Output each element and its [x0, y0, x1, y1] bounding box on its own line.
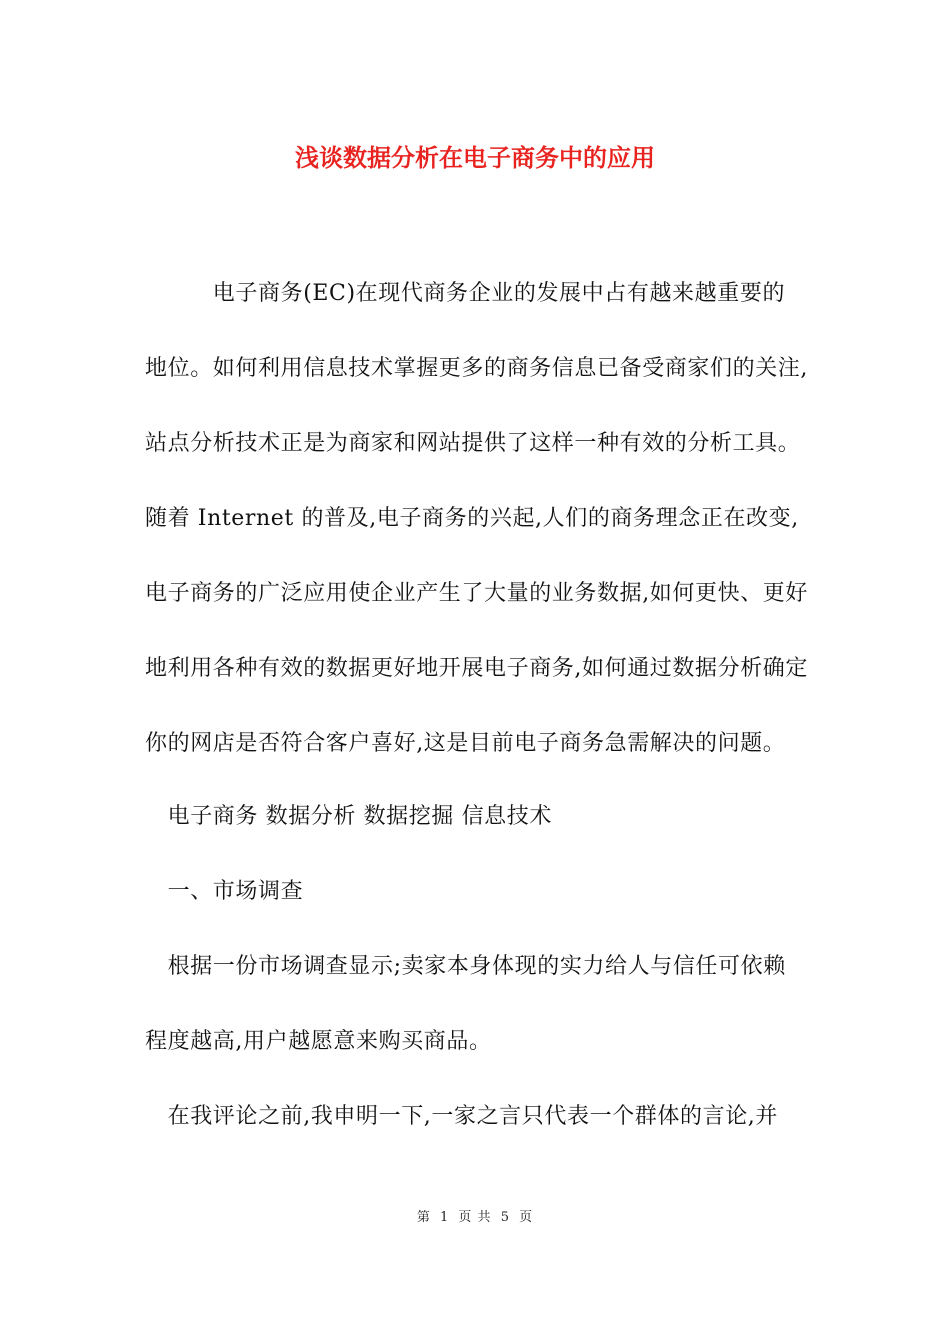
paragraph-line: 电子商务的广泛应用使企业产生了大量的业务数据,如何更快、更好 — [145, 581, 808, 606]
paragraph-line: 你的网店是否符合客户喜好,这是目前电子商务急需解决的问题。 — [145, 731, 786, 756]
paragraph-line: 程度越高,用户越愿意来购买商品。 — [145, 1029, 492, 1054]
page-footer — [0, 1206, 950, 1225]
paragraph-line: 地位。如何利用信息技术掌握更多的商务信息已备受商家们的关注, — [145, 356, 808, 381]
paragraph-line: 在我评论之前,我申明一下,一家之言只代表一个群体的言论,并 — [145, 1104, 778, 1129]
footer-suffix: 页 — [519, 1210, 534, 1225]
keywords-line: 电子商务 数据分析 数据挖掘 信息技术 — [145, 804, 552, 829]
footer-middle: 页 共 — [458, 1210, 492, 1225]
footer-total-pages: 5 — [500, 1210, 510, 1225]
paragraph-line: 根据一份市场调查显示;卖家本身体现的实力给人与信任可依赖 — [145, 954, 786, 979]
paragraph-line: 地利用各种有效的数据更好地开展电子商务,如何通过数据分析确定 — [145, 656, 808, 681]
section-heading: 一、市场调查 — [145, 879, 304, 904]
document-title: 浅谈数据分析在电子商务中的应用 — [295, 143, 655, 172]
paragraph-line: 电子商务(EC)在现代商务企业的发展中占有越来越重要的 — [145, 281, 786, 306]
footer-page-number: 1 — [440, 1210, 450, 1225]
footer-prefix: 第 — [416, 1210, 431, 1225]
paragraph-line: 随着 Internet 的普及,电子商务的兴起,人们的商务理念正在改变, — [145, 506, 799, 531]
paragraph-line: 站点分析技术正是为商家和网站提供了这样一种有效的分析工具。 — [145, 431, 801, 456]
